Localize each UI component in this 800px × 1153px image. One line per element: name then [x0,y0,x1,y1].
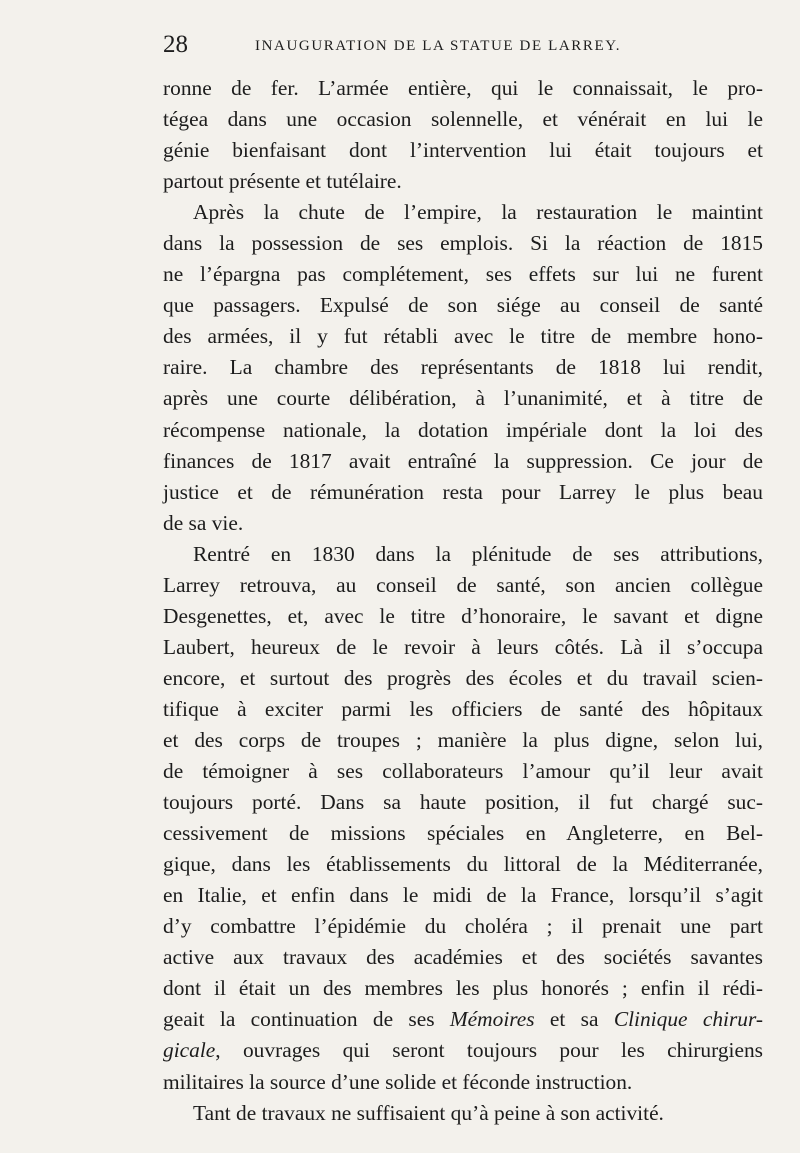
running-head: INAUGURATION DE LA STATUE DE LARREY. [255,38,622,54]
text-line: d’y combattre l’épidémie du choléra ; il prenait une part [163,914,763,939]
text-segment: , ouvrages qui seront toujours pour les chirurgiens [215,1038,763,1063]
text-line: Desgenettes, et, avec le titre d’honoraire, le savant et digne [163,603,763,628]
text-segment: et sa [534,1007,614,1032]
text-line [163,1004,763,1035]
text-line: Après la chute de l’empire, la restauration le maintint [193,200,763,225]
text-line: cessivement de missions spéciales en Angleterre, en Bel- [163,821,763,846]
text-line: tégea dans une occasion solennelle, et vénérait en lui le [163,107,763,132]
text-line: Tant de travaux ne suffisaient qu’à peine à son activité. [193,1100,664,1125]
text-line: Rentré en 1830 dans la plénitude de ses attributions, [193,541,763,566]
text-line: ne l’épargna pas complétement, ses effets sur lui ne furent [163,262,763,287]
text-line: encore, et surtout des progrès des écoles et du travail scien- [163,665,763,690]
text-line: en Italie, et enfin dans le midi de la France, lorsqu’il s’agit [163,883,763,908]
paragraph [163,197,763,539]
book-title-clinique: Clinique chirur- [613,1007,763,1032]
paragraph [163,73,763,197]
page-header [163,30,763,60]
text-line: justice et de rémunération resta pour Larrey le plus beau [163,479,763,504]
text-line: de sa vie. [163,510,244,535]
book-title-memoires: Mémoires [449,1007,535,1032]
text-line: militaires la source d’une solide et féconde instruction. [163,1069,633,1094]
text-line: que passagers. Expulsé de son siége au conseil de santé [163,293,763,318]
text-line: active aux travaux des académies et des sociétés savantes [163,945,763,970]
text-line: finances de 1817 avait entraîné la suppression. Ce jour de [163,448,763,473]
text-line: gique, dans les établissements du littoral de la Méditerranée, [163,852,763,877]
text-line [163,1035,763,1066]
text-line: toujours porté. Dans sa haute position, il fut chargé suc- [163,790,763,815]
text-line: ronne de fer. L’armée entière, qui le connaissait, le pro- [163,76,763,100]
text-line: de témoigner à ses collaborateurs l’amour qu’il leur avait [163,759,763,784]
text-line: Larrey retrouva, au conseil de santé, son ancien collègue [163,572,763,597]
text-segment: geait la continuation de ses [163,1007,450,1032]
text-line: tifique à exciter parmi les officiers de santé des hôpitaux [163,696,763,721]
text-line: raire. La chambre des représentants de 1818 lui rendit, [163,355,763,380]
text-line: génie bienfaisant dont l’intervention lui était toujours et [163,138,763,163]
text-line: Laubert, heureux de le revoir à leurs côtés. Là il s’occupa [163,634,763,659]
text-line: des armées, il y fut rétabli avec le titre de membre hono- [163,324,763,349]
book-title-clinique-cont: gicale [163,1038,216,1063]
text-line: dans la possession de ses emplois. Si la réaction de 1815 [163,231,763,256]
body-text [163,73,763,1129]
text-line: après une courte délibération, à l’unanimité, et à titre de [163,386,763,411]
page-number: 28 [163,31,188,58]
paragraph [163,539,763,1098]
text-line: dont il était un des membres les plus honorés ; enfin il rédi- [163,976,763,1001]
paragraph [163,1098,763,1129]
text-line: récompense nationale, la dotation impériale dont la loi des [163,417,763,442]
text-line: partout présente et tutélaire. [163,169,402,194]
text-line: et des corps de troupes ; manière la plus digne, selon lui, [163,727,763,752]
